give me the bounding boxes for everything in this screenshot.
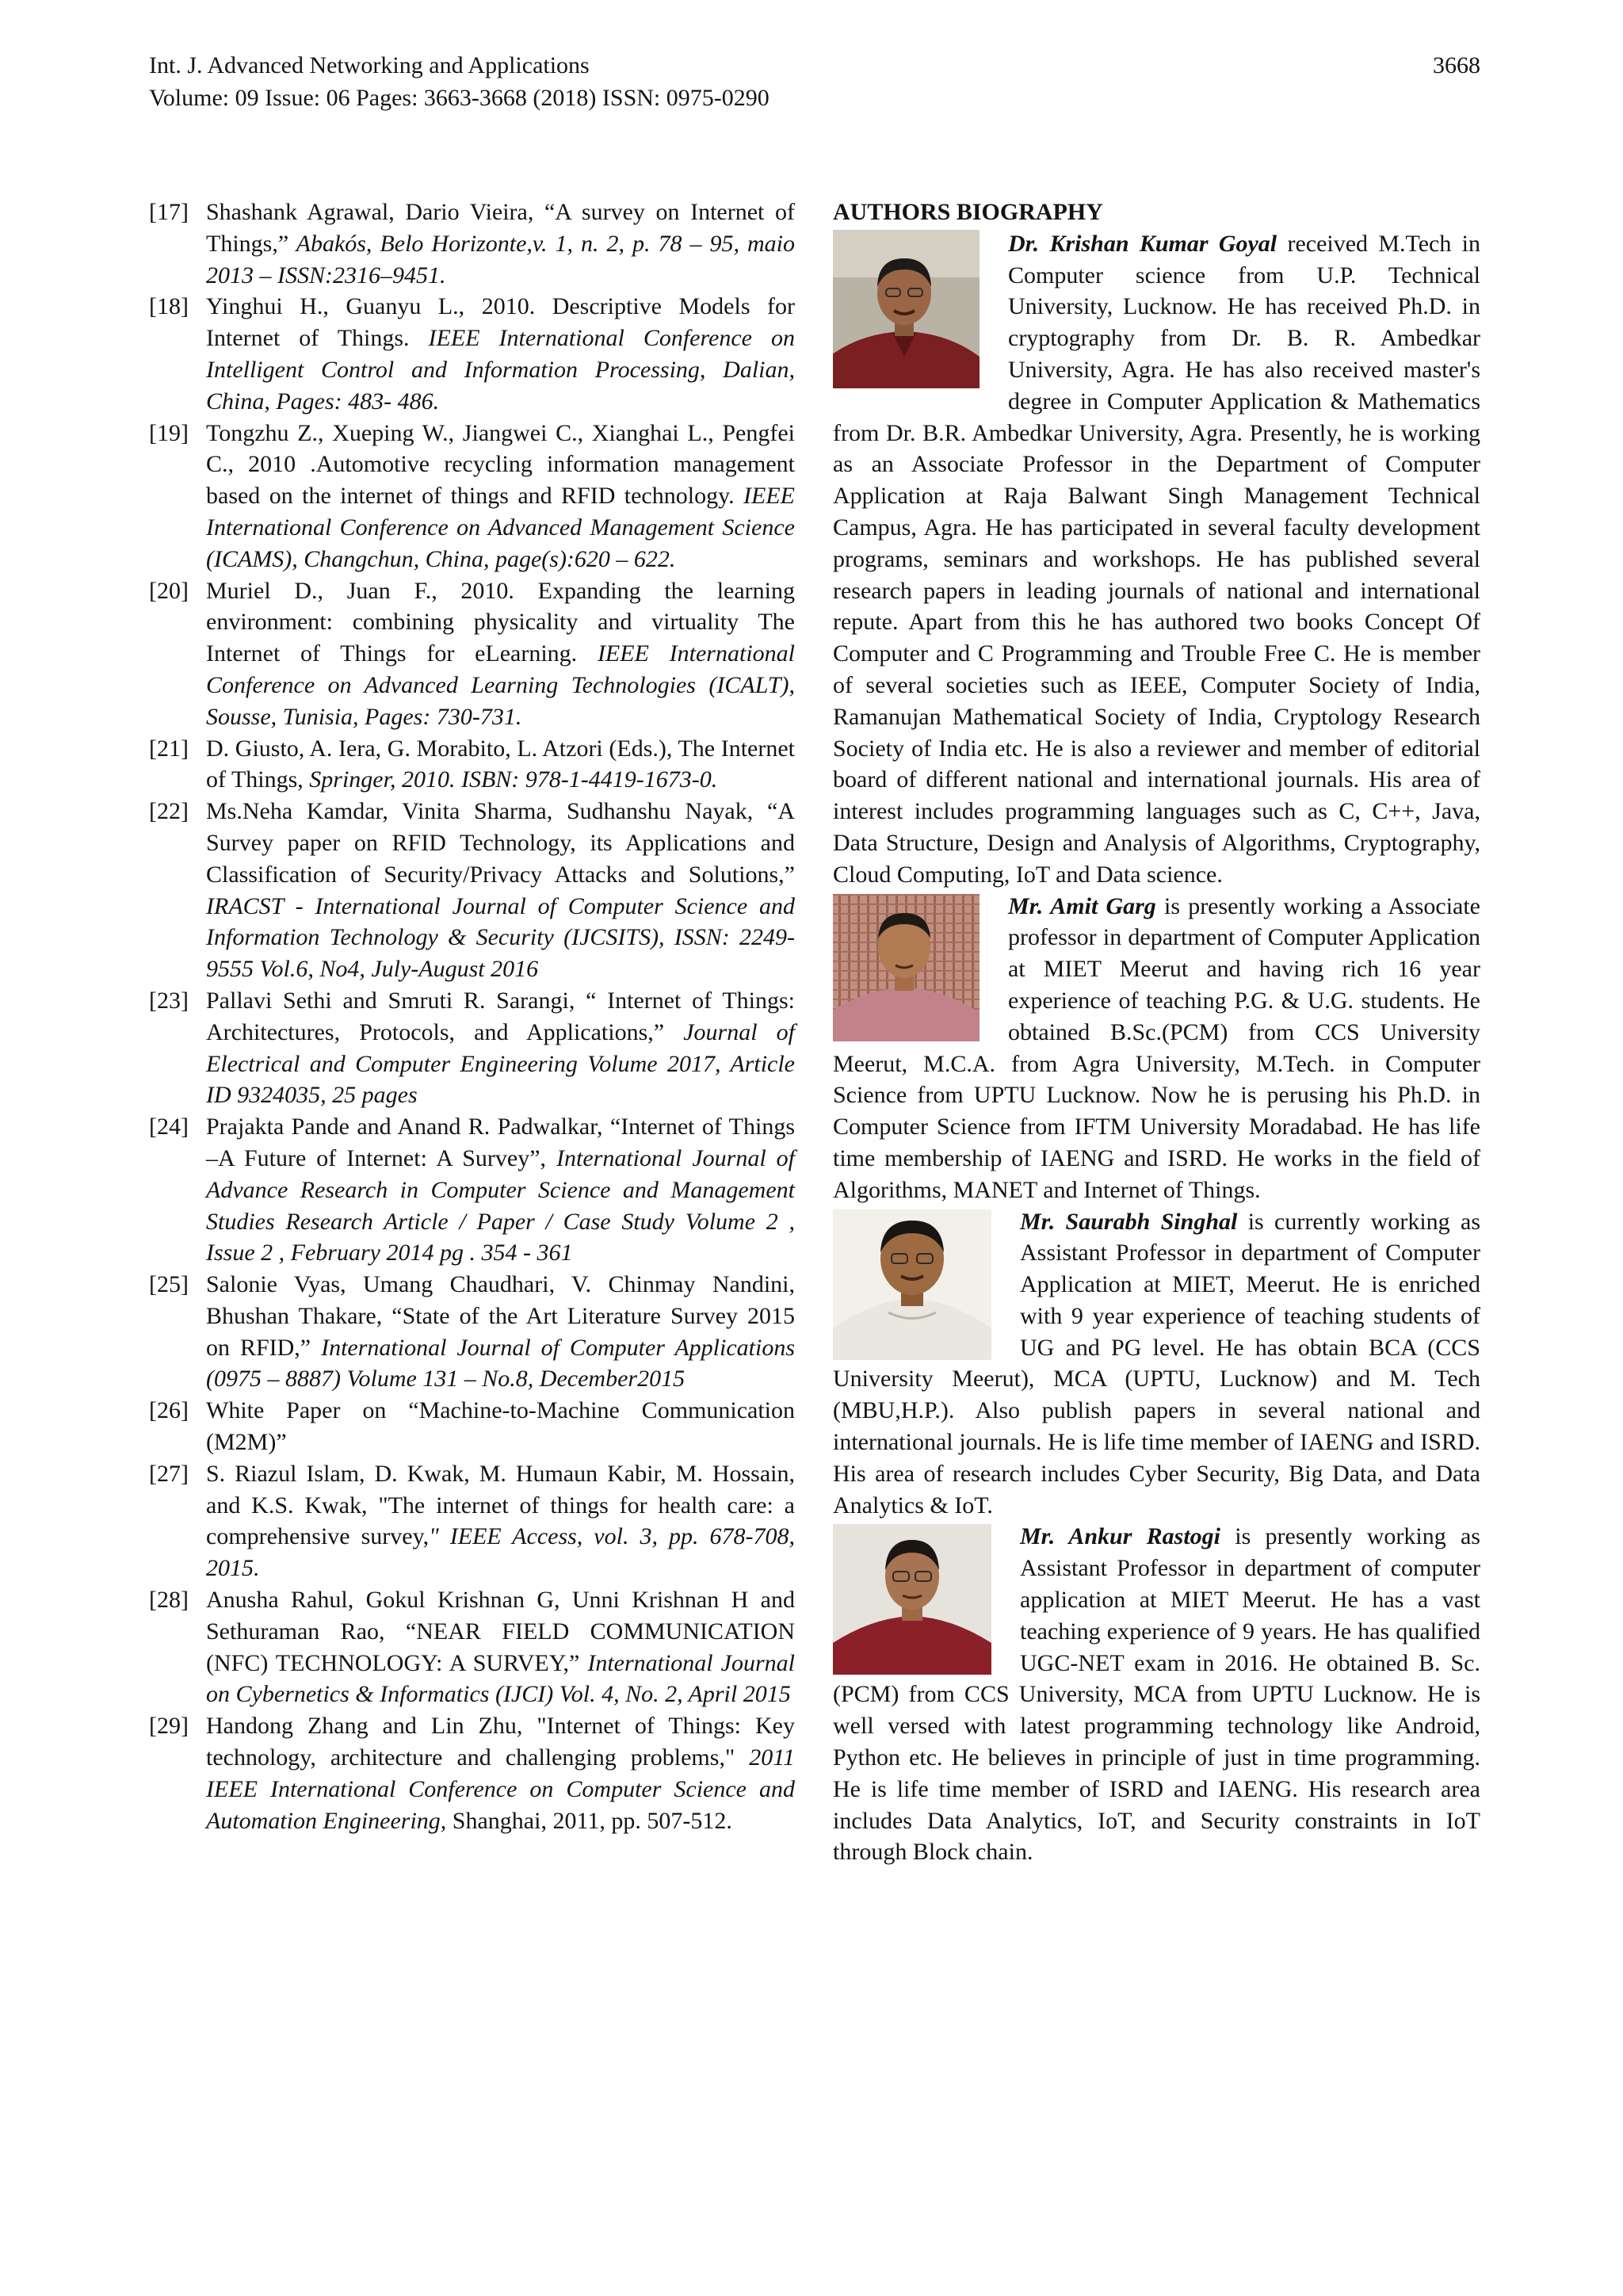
reference-source: 2011 IEEE International Conference on Computer Science and Automation Engineering,	[206, 1744, 796, 1834]
section-title: AUTHORS BIOGRAPHY	[833, 199, 1103, 225]
reference-number: [18]	[149, 293, 189, 320]
volume-info: Volume: 09 Issue: 06 Pages: 3663-3668 (2018) ISSN: 0975-0290	[149, 85, 769, 111]
author-name: Mr. Amit Garg	[1008, 892, 1156, 919]
reference-source: Springer, 2010. ISBN: 978-1-4419-1673-0.	[303, 766, 718, 793]
reference-number: [25]	[149, 1271, 189, 1298]
reference-number: [21]	[149, 735, 189, 762]
reference-number: [24]	[149, 1114, 189, 1140]
reference-number: [17]	[149, 199, 189, 225]
reference-tail: Shanghai, 2011, pp. 507-512.	[446, 1807, 732, 1834]
author-name: Mr. Saurabh Singhal	[1020, 1208, 1238, 1235]
author-description: is currently working as Assistant Professor in department of Computer Application at MIET, Meerut. He is enriched with 9 year experience of teaching students of UG and PG level. He has obtain BCA (CCS University Meerut), MCA (UPTU, Lucknow) and M. Tech (MBU,H.P.). Also publish papers in several national and international journals. He is life time member of IAENG and ISRD. His area of research includes Cyber Security, Big Data, and Data Analytics & IoT.	[833, 1208, 1480, 1519]
reference-source: International Journal of Computer Applications (0975 – 8887) Volume 131 – No.8, December2015	[206, 1334, 795, 1392]
reference-number: [20]	[149, 577, 189, 604]
reference-25	[149, 1269, 795, 1395]
reference-26	[149, 1395, 795, 1458]
reference-text: Salonie Vyas, Umang Chaudhari, V. Chinmay Nandini, Bhushan Thakare, “State of the Art Literature Survey 2015 on RFID,”	[206, 1271, 795, 1361]
reference-text: Tongzhu Z., Xueping W., Jiangwei C., Xianghai L., Pengfei C., 2010 .Automotive recycling information management based on the internet of things and RFID technology.	[206, 419, 795, 510]
reference-text: Ms.Neha Kamdar, Vinita Sharma, Sudhanshu Nayak, “A Survey paper on RFID Technology, its Applications and Classification of Security/Privacy Attacks and Solutions,”	[206, 798, 795, 888]
reference-27	[149, 1458, 795, 1584]
reference-text: Prajakta Pande and Anand R. Padwalkar, “Internet of Things –A Future of Internet: A Survey”,	[206, 1114, 795, 1171]
reference-source: IEEE International Conference on Intelligent Control and Information Processing, Dalian, China, Pages: 483- 486.	[206, 325, 795, 415]
authors-biography-column	[833, 197, 1480, 1868]
reference-source: International Journal on Cybernetics & Informatics (IJCI) Vol. 4, No. 2, April 2015	[206, 1649, 795, 1708]
author-photo-rastogi	[833, 1524, 991, 1675]
reference-text: White Paper on “Machine-to-Machine Communication (M2M)”	[206, 1397, 795, 1456]
reference-source: IRACST - International Journal of Computer Science and Information Technology & Security (IJCSITS), ISSN: 2249-9555 Vol.6, No4, July-August 2016	[206, 892, 795, 983]
reference-source: International Journal of Advance Research in Computer Science and Management Studies Research Article / Paper / Case Study Volume 2 , Issue 2 , February 2014 pg . 354 - 361	[206, 1144, 795, 1266]
reference-24	[149, 1111, 795, 1269]
reference-18	[149, 291, 795, 417]
reference-text: D. Giusto, A. Iera, G. Morabito, L. Atzori (Eds.), The Internet of Things,	[206, 735, 795, 793]
reference-number: [28]	[149, 1587, 189, 1614]
reference-number: [19]	[149, 419, 189, 446]
reference-28	[149, 1584, 795, 1710]
reference-text: Pallavi Sethi and Smruti R. Sarangi, “ Internet of Things: Architectures, Protocols, and Applications,”	[206, 987, 795, 1045]
reference-23	[149, 985, 795, 1111]
reference-text: Handong Zhang and Lin Zhu, "Internet of Things: Key technology, architecture and challenging problems,"	[206, 1713, 795, 1771]
reference-source: IEEE International Conference on Advanced Learning Technologies (ICALT), Sousse, Tunisia, Pages: 730-731.	[206, 640, 795, 730]
author-name: Dr. Krishan Kumar Goyal	[1008, 230, 1277, 257]
author-description: is presently working a Associate professor in department of Computer Application at MIET Meerut and having rich 16 year experience of teaching P.G. & U.G. students. He obtained B.Sc.(PCM) from CCS University Meerut, M.C.A. from Agra University, M.Tech. in Computer Science from UPTU Lucknow. Now he is perusing his Ph.D. in Computer Science from IFTM University Moradabad. He has life time membership of IAENG and ISRD. He works in the field of Algorithms, MANET and Internet of Things.	[833, 892, 1480, 1203]
reference-text: Yinghui H., Guanyu L., 2010. Descriptive Models for Internet of Things.	[206, 293, 795, 352]
reference-number: [26]	[149, 1397, 189, 1424]
reference-source: Journal of Electrical and Computer Engineering Volume 2017, Article ID 9324035, 25 pages	[206, 1018, 795, 1109]
author-bio-goyal	[833, 228, 1480, 891]
reference-21	[149, 733, 795, 797]
journal-name: Int. J. Advanced Networking and Applications	[149, 52, 590, 78]
reference-number: [23]	[149, 987, 189, 1014]
reference-text: Anusha Rahul, Gokul Krishnan G, Unni Krishnan H and Sethuraman Rao, “NEAR FIELD COMMUNICATION (NFC) TECHNOLOGY: A SURVEY,”	[206, 1587, 795, 1676]
reference-20	[149, 575, 795, 733]
author-photo-goyal	[833, 230, 980, 388]
reference-text: Muriel D., Juan F., 2010. Expanding the learning environment: combining physicality and virtuality The Internet of Things for eLearning.	[206, 577, 795, 667]
reference-source: " IEEE Access, vol. 3, pp. 678-708, 2015.	[206, 1523, 795, 1582]
reference-number: [29]	[149, 1713, 189, 1740]
reference-text: Shashank Agrawal, Dario Vieira, “A survey on Internet of Things,”	[206, 199, 795, 257]
reference-number: [27]	[149, 1460, 189, 1487]
reference-source: Abakós, Belo Horizonte,v. 1, n. 2, p. 78 – 95, maio 2013 – ISSN:2316–9451.	[206, 230, 795, 288]
reference-text: S. Riazul Islam, D. Kwak, M. Humaun Kabir, M. Hossain, and K.S. Kwak, "The internet of things for health care: a comprehensive survey,	[206, 1460, 795, 1550]
references-column	[149, 197, 795, 1836]
reference-number: [22]	[149, 798, 189, 825]
author-bio-rastogi	[833, 1521, 1480, 1868]
reference-source: IEEE International Conference on Advanced Management Science (ICAMS), Changchun, China, page(s):620 – 622.	[206, 483, 796, 572]
author-photo-singhal	[833, 1209, 991, 1360]
reference-17	[149, 197, 795, 291]
reference-29	[149, 1710, 795, 1836]
author-description: is presently working as Assistant Professor in department of computer application at MIET Meerut. He has a vast teaching experience of 9 years. He has qualified UGC-NET exam in 2016. He obtained B. Sc. (PCM) from CCS University, MCA from UPTU Lucknow. He is well versed with latest programming technology like Android, Python etc. He believes in principle of just in time programming. He is life time member of ISRD and IAENG. His research area includes Data Analytics, IoT, and Security constraints in IoT through Block chain.	[833, 1523, 1480, 1866]
author-description: received M.Tech in Computer science from U.P. Technical University, Lucknow. He has received Ph.D. in cryptography from Dr. B. R. Ambedkar University, Agra. He has also received master's degree in Computer Application & Mathematics from Dr. B.R. Ambedkar University, Agra. Presently, he is working as an Associate Professor in the Department of Computer Application at Raja Balwant Singh Management Technical Campus, Agra. He has participated in several faculty development programs, seminars and workshops. He has published several research papers in leading journals of national and international repute. Apart from this he has authored two books Concept Of Computer and C Programming and Trouble Free C. He is member of several societies such as IEEE, Computer Society of India, Ramanujan Mathematical Society of India, Cryptology Research Society of India etc. He is also a reviewer and member of editorial board of different national and international journals. His area of interest includes programming languages such as C, C++, Java, Data Structure, Design and Analysis of Algorithms, Cryptography, Cloud Computing, IoT and Data science.	[833, 230, 1480, 888]
page-header	[149, 49, 1480, 114]
author-name: Mr. Ankur Rastogi	[1020, 1523, 1220, 1550]
page-number: 3668	[1433, 52, 1480, 78]
reference-22	[149, 796, 795, 985]
author-bio-garg	[833, 891, 1480, 1206]
author-bio-singhal	[833, 1206, 1480, 1522]
author-photo-garg	[833, 894, 980, 1041]
reference-19	[149, 418, 795, 575]
